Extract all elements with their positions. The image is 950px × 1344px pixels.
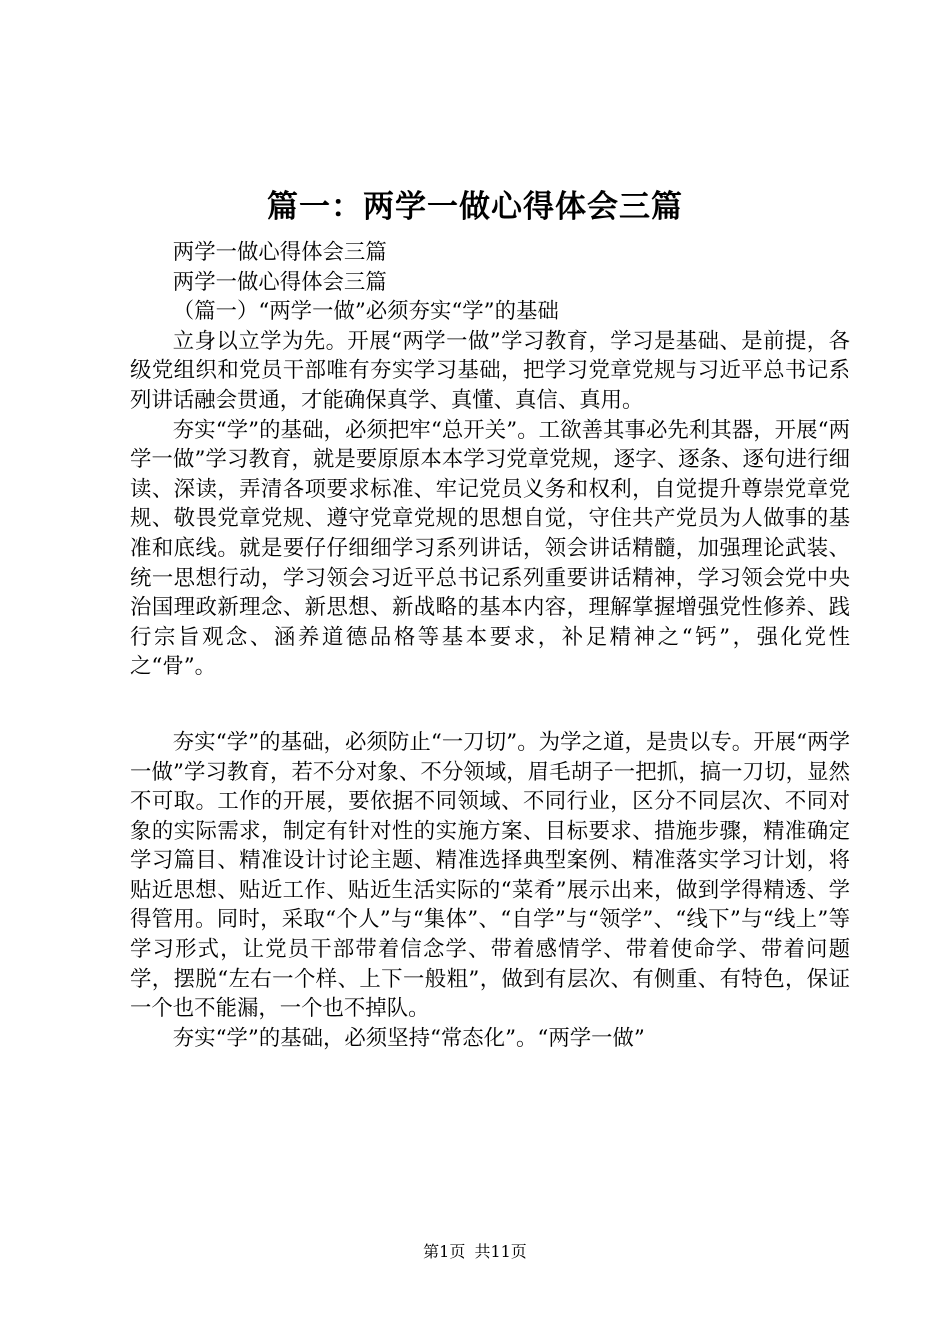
subtitle-line: 两学一做心得体会三篇 <box>172 269 387 295</box>
paragraph: 立身以立学为先。开展“两学一做”学习教育，学习是基础、是前提，各级党组织和党员干部唯有夯实学习基础，把学习党章党规与习近平总书记系列讲话融会贯通，才能确保真学、真懂、真信、真用。 <box>130 328 850 413</box>
subtitle-line: 两学一做心得体会三篇 <box>172 240 387 265</box>
document-body <box>130 238 850 1053</box>
paragraph: 夯实“学”的基础，必须防止“一刀切”。为学之道，是贵以专。开展“两学一做”学习教育，若不分对象、不分领域，眉毛胡子一把抓，搞一刀切，显然不可取。工作的开展，要依据不同领域、不同行业，区分不同层次、不同对象的实际需求，制定有针对性的实施方案、目标要求、措施步骤，精准确定学习篇目、精准设计讨论主题、精准选择典型案例、精准落实学习计划，将贴近思想、贴近工作、贴近生活实际的“菜肴”展示出来，做到学得精透、学得管用。同时，采取“个人”与“集体”、“自学”与“领学”、“线下”与“线上”等学习形式，让党员干部带着信念学、带着感情学、带着使命学、带着问题学，摆脱“左右一个样、上下一般粗”，做到有层次、有侧重、有特色，保证一个也不能漏，一个也不掉队。 <box>130 729 850 1022</box>
section-heading: （篇一）“两学一做”必须夯实“学”的基础 <box>172 299 559 325</box>
paragraph: 夯实“学”的基础，必须坚持“常态化”。“两学一做” <box>172 1025 645 1051</box>
paragraph-gap <box>130 682 850 728</box>
paragraph: 夯实“学”的基础，必须把牢“总开关”。工欲善其事必先利其器，开展“两学一做”学习教育，就是要原原本本学习党章党规，逐字、逐条、逐句进行细读、深读，弄清各项要求标准、牢记党员义务和权利，自觉提升尊崇党章党规、敬畏党章党规、遵守党章党规的思想自觉，守住共产党员为人做事的基准和底线。就是要仔仔细细学习系列讲话，领会讲话精髓，加强理论武装、统一思想行动，学习领会习近平总书记系列重要讲话精神，学习领会党中央治国理政新理念、新思想、新战略的基本内容，理解掌握增强党性修养、践行宗旨观念、涵养道德品格等基本要求，补足精神之“钙”，强化党性之“骨”。 <box>130 417 850 680</box>
document-title: 篇一：两学一做心得体会三篇 <box>267 189 683 225</box>
page-footer: 第1页 共11页 <box>423 1242 527 1261</box>
